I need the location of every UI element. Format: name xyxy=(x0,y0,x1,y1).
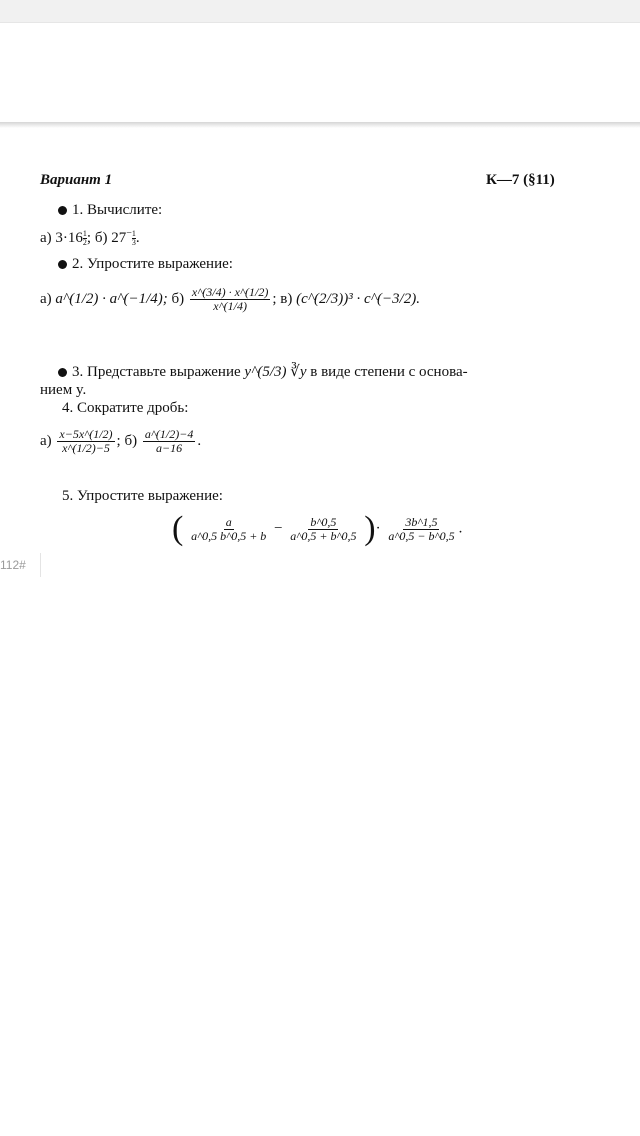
task3-title: 3. Представьте выражение xyxy=(72,364,241,380)
page-number-tab[interactable]: 112# xyxy=(0,553,41,577)
task4-b-label: б) xyxy=(124,432,138,449)
task5-f3-numerator: 3b^1,5 xyxy=(405,514,438,529)
task4-items: а) $\frac{x-5x\^{}(1/2)}{x\^{}(1/2)-5}$ ; б) $\frac{a\^{}(1/2)-4}{a-16}$ . xyxy=(40,427,202,455)
task3-rest-line1: в виде степени с основа- xyxy=(310,364,468,380)
task4-b-fraction xyxy=(143,428,196,455)
task4-a-fraction xyxy=(57,428,114,455)
task5-f1-denominator: a^0,5 b^0,5 + b xyxy=(191,528,267,543)
task2-v-expr: (c^(2/3))³ · c^(−3/2). xyxy=(296,290,420,307)
task1-a-base: 3·16 xyxy=(55,230,83,246)
task2-a-label: а) xyxy=(40,290,52,307)
task2-items: а) a^(1/2) · a^(−1/4); б) $\frac{x\^{}(3/4) \cdot x\^{}(1/2)}{x\^{}(1/4)}$ ; в) (c^(2/3))³ · c^(−3/2). xyxy=(40,285,420,313)
task1-a-exponent: $\frac{1}{2}$ xyxy=(82,229,87,247)
test-code: К—7 (§11) xyxy=(486,172,555,188)
task2-a-expr: a^(1/2) · a^(−1/4); xyxy=(55,290,168,307)
task1-items: а) 3·16 $\frac{1}{2}$ ; б) 27− $\frac{1}{3}$ . xyxy=(40,228,140,247)
task2-title: 2. Упростите выражение: xyxy=(72,256,233,272)
task5-fraction-1 xyxy=(189,516,268,543)
task1-title: 1. Вычислите: xyxy=(72,202,163,218)
task4-a-label: а) xyxy=(40,432,52,449)
task4-title: 4. Сократите дробь: xyxy=(62,400,189,416)
task3-expression: y^(5/3) ∛y xyxy=(244,364,307,380)
task2-b-numerator: x^(3/4) · x^(1/2) xyxy=(191,285,269,299)
task5-fraction-3 xyxy=(386,516,456,543)
bullet-icon xyxy=(58,368,67,377)
task1-b-exponent: $\frac{1}{3}$ xyxy=(131,229,136,247)
bullet-icon xyxy=(58,206,67,215)
task5-fraction-2 xyxy=(288,516,358,543)
task2-v-label: в) xyxy=(280,290,293,307)
task3-rest-line2: нием y. xyxy=(40,382,87,398)
task4-b-denominator: a−16 xyxy=(156,441,183,455)
left-paren: ( xyxy=(172,510,184,547)
task2-heading xyxy=(58,256,233,273)
task4-b-numerator: a^(1/2)−4 xyxy=(144,427,194,441)
bullet-icon xyxy=(58,260,67,269)
top-bar xyxy=(0,0,640,23)
task1-heading xyxy=(58,202,162,219)
task5-f2-numerator: b^0,5 xyxy=(310,514,337,529)
task4-a-denominator: x^(1/2)−5 xyxy=(62,441,110,455)
task5-f3-denominator: a^0,5 − b^0,5 xyxy=(388,528,455,543)
variant-title: Вариант 1 xyxy=(40,172,113,188)
task1-b-base: 27 xyxy=(111,230,127,246)
task5-minus: − xyxy=(274,520,283,537)
scanned-page xyxy=(0,128,640,558)
task5-f1-numerator: a xyxy=(225,514,232,529)
task1-a-label: а) xyxy=(40,230,52,246)
task4-a-numerator: x−5x^(1/2) xyxy=(59,427,113,441)
task5-expression: ( $\frac{a}{a\^{}0,5 b\^{}0,5 + b}$ − $\frac{b\^{}0,5}{a\^{}0,5 + b\^{}0,5}$ )· $\frac{3b\^{}1,5}{a\^{}0,5 - b\^{}0,5}$ . xyxy=(172,510,463,547)
task5-title: 5. Упростите выражение: xyxy=(62,488,223,504)
task2-b-denominator: x^(1/4) xyxy=(213,299,247,313)
task5-f2-denominator: a^0,5 + b^0,5 xyxy=(290,528,357,543)
task3-line1 xyxy=(58,362,468,381)
task1-b-label: б) xyxy=(94,230,108,246)
task2-b-fraction xyxy=(190,286,270,313)
right-paren: ) xyxy=(364,510,376,547)
task1-b-sign: − xyxy=(126,228,132,239)
task2-b-label: б) xyxy=(171,290,185,307)
